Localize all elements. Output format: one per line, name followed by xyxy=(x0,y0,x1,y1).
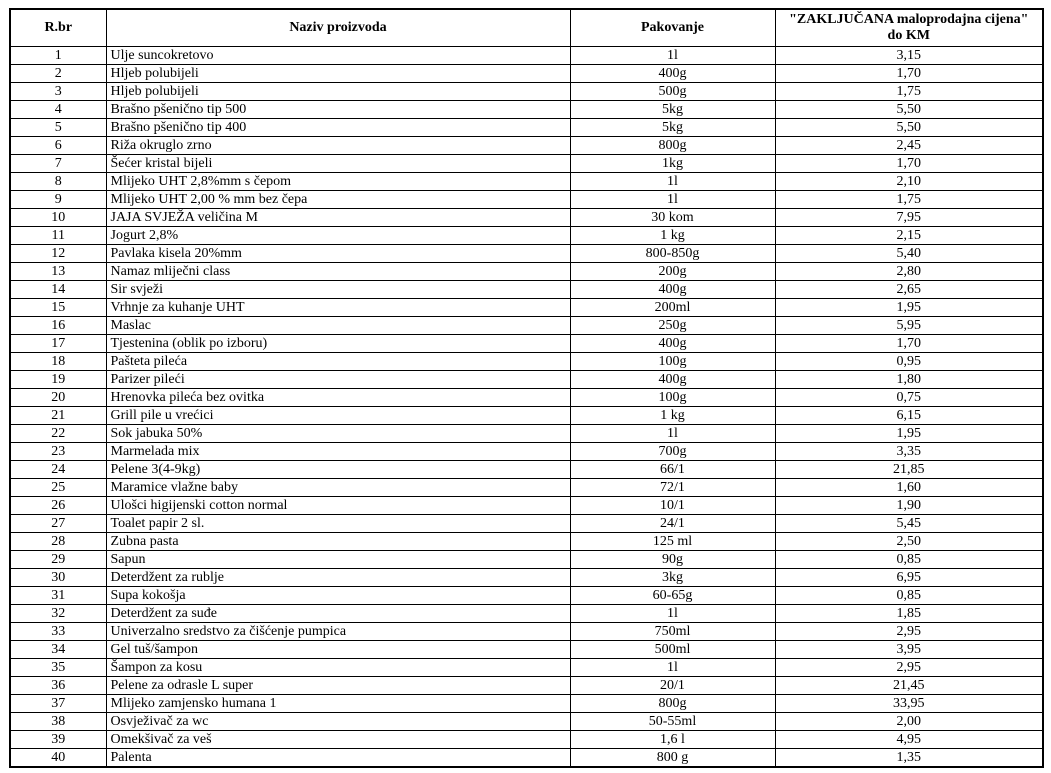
cell-pakovanje: 90g xyxy=(570,551,775,569)
cell-rbr: 28 xyxy=(10,533,106,551)
cell-naziv: Hljeb polubijeli xyxy=(106,83,570,101)
cell-cijena: 1,70 xyxy=(775,155,1043,173)
cell-rbr: 11 xyxy=(10,227,106,245)
cell-pakovanje: 30 kom xyxy=(570,209,775,227)
table-row xyxy=(10,497,1043,515)
cell-rbr: 26 xyxy=(10,497,106,515)
table-row xyxy=(10,749,1043,768)
cell-naziv: Ulje suncokretovo xyxy=(106,47,570,65)
cell-pakovanje: 1kg xyxy=(570,155,775,173)
cell-naziv: Brašno pšenično tip 400 xyxy=(106,119,570,137)
cell-rbr: 18 xyxy=(10,353,106,371)
cell-rbr: 35 xyxy=(10,659,106,677)
cell-cijena: 2,65 xyxy=(775,281,1043,299)
cell-pakovanje: 400g xyxy=(570,335,775,353)
cell-pakovanje: 800g xyxy=(570,695,775,713)
cell-cijena: 6,95 xyxy=(775,569,1043,587)
cell-naziv: Sir svježi xyxy=(106,281,570,299)
cell-rbr: 32 xyxy=(10,605,106,623)
cell-pakovanje: 100g xyxy=(570,389,775,407)
table-row xyxy=(10,281,1043,299)
cell-rbr: 9 xyxy=(10,191,106,209)
cell-naziv: JAJA SVJEŽA veličina M xyxy=(106,209,570,227)
cell-pakovanje: 400g xyxy=(570,371,775,389)
cell-rbr: 19 xyxy=(10,371,106,389)
table-row xyxy=(10,191,1043,209)
cell-naziv: Hrenovka pileća bez ovitka xyxy=(106,389,570,407)
cell-rbr: 20 xyxy=(10,389,106,407)
cell-cijena: 4,95 xyxy=(775,731,1043,749)
cell-cijena: 2,00 xyxy=(775,713,1043,731)
price-table xyxy=(9,8,1044,768)
cell-cijena: 1,70 xyxy=(775,335,1043,353)
table-row xyxy=(10,335,1043,353)
cell-naziv: Pelene za odrasle L super xyxy=(106,677,570,695)
cell-rbr: 37 xyxy=(10,695,106,713)
cell-cijena: 1,35 xyxy=(775,749,1043,768)
cell-pakovanje: 500g xyxy=(570,83,775,101)
cell-cijena: 0,75 xyxy=(775,389,1043,407)
cell-naziv: Omekšivač za veš xyxy=(106,731,570,749)
cell-naziv: Vrhnje za kuhanje UHT xyxy=(106,299,570,317)
table-row xyxy=(10,515,1043,533)
table-row xyxy=(10,227,1043,245)
table-row xyxy=(10,119,1043,137)
cell-cijena: 2,15 xyxy=(775,227,1043,245)
cell-rbr: 39 xyxy=(10,731,106,749)
cell-rbr: 8 xyxy=(10,173,106,191)
cell-rbr: 22 xyxy=(10,425,106,443)
table-row xyxy=(10,155,1043,173)
table-row xyxy=(10,443,1043,461)
cell-pakovanje: 10/1 xyxy=(570,497,775,515)
cell-pakovanje: 1l xyxy=(570,173,775,191)
cell-pakovanje: 72/1 xyxy=(570,479,775,497)
cell-pakovanje: 100g xyxy=(570,353,775,371)
cell-cijena: 5,50 xyxy=(775,119,1043,137)
table-row xyxy=(10,263,1043,281)
cell-naziv: Brašno pšenično tip 500 xyxy=(106,101,570,119)
cell-cijena: 5,95 xyxy=(775,317,1043,335)
cell-naziv: Palenta xyxy=(106,749,570,768)
cell-naziv: Parizer pileći xyxy=(106,371,570,389)
cell-cijena: 5,45 xyxy=(775,515,1043,533)
cell-pakovanje: 1l xyxy=(570,191,775,209)
cell-naziv: Univerzalno sredstvo za čišćenje pumpica xyxy=(106,623,570,641)
cell-naziv: Toalet papir 2 sl. xyxy=(106,515,570,533)
cell-cijena: 1,85 xyxy=(775,605,1043,623)
cell-rbr: 36 xyxy=(10,677,106,695)
cell-naziv: Mlijeko UHT 2,00 % mm bez čepa xyxy=(106,191,570,209)
cell-naziv: Gel tuš/šampon xyxy=(106,641,570,659)
cell-cijena: 1,60 xyxy=(775,479,1043,497)
cell-cijena: 1,95 xyxy=(775,299,1043,317)
cell-rbr: 33 xyxy=(10,623,106,641)
cell-pakovanje: 66/1 xyxy=(570,461,775,479)
cell-pakovanje: 1,6 l xyxy=(570,731,775,749)
cell-naziv: Ulošci higijenski cotton normal xyxy=(106,497,570,515)
cell-rbr: 38 xyxy=(10,713,106,731)
cell-cijena: 1,80 xyxy=(775,371,1043,389)
cell-cijena: 3,95 xyxy=(775,641,1043,659)
cell-pakovanje: 1l xyxy=(570,605,775,623)
cell-rbr: 31 xyxy=(10,587,106,605)
cell-naziv: Pelene 3(4-9kg) xyxy=(106,461,570,479)
cell-cijena: 1,75 xyxy=(775,83,1043,101)
cell-rbr: 29 xyxy=(10,551,106,569)
column-header-cijena-line1: "ZAKLJUČANA maloprodajna cijena" xyxy=(789,12,1029,27)
cell-rbr: 14 xyxy=(10,281,106,299)
table-row xyxy=(10,371,1043,389)
cell-naziv: Maramice vlažne baby xyxy=(106,479,570,497)
table-row xyxy=(10,209,1043,227)
cell-rbr: 15 xyxy=(10,299,106,317)
cell-cijena: 6,15 xyxy=(775,407,1043,425)
table-row xyxy=(10,659,1043,677)
table-row xyxy=(10,713,1043,731)
cell-pakovanje: 1 kg xyxy=(570,407,775,425)
table-row xyxy=(10,641,1043,659)
cell-cijena: 0,85 xyxy=(775,551,1043,569)
cell-pakovanje: 800-850g xyxy=(570,245,775,263)
cell-cijena: 3,15 xyxy=(775,47,1043,65)
cell-pakovanje: 800 g xyxy=(570,749,775,768)
cell-rbr: 24 xyxy=(10,461,106,479)
table-row xyxy=(10,317,1043,335)
table-row xyxy=(10,425,1043,443)
cell-pakovanje: 500ml xyxy=(570,641,775,659)
cell-rbr: 40 xyxy=(10,749,106,768)
cell-pakovanje: 250g xyxy=(570,317,775,335)
cell-cijena: 1,90 xyxy=(775,497,1043,515)
table-row xyxy=(10,479,1043,497)
column-header-pakovanje: Pakovanje xyxy=(570,9,775,47)
cell-pakovanje: 200ml xyxy=(570,299,775,317)
cell-cijena: 1,75 xyxy=(775,191,1043,209)
cell-pakovanje: 200g xyxy=(570,263,775,281)
cell-cijena: 3,35 xyxy=(775,443,1043,461)
cell-pakovanje: 60-65g xyxy=(570,587,775,605)
cell-rbr: 5 xyxy=(10,119,106,137)
cell-rbr: 27 xyxy=(10,515,106,533)
cell-rbr: 6 xyxy=(10,137,106,155)
cell-rbr: 23 xyxy=(10,443,106,461)
cell-pakovanje: 3kg xyxy=(570,569,775,587)
cell-cijena: 0,85 xyxy=(775,587,1043,605)
cell-cijena: 5,50 xyxy=(775,101,1043,119)
cell-cijena: 21,85 xyxy=(775,461,1043,479)
cell-naziv: Pašteta pileća xyxy=(106,353,570,371)
cell-pakovanje: 20/1 xyxy=(570,677,775,695)
table-row xyxy=(10,101,1043,119)
cell-rbr: 16 xyxy=(10,317,106,335)
cell-rbr: 2 xyxy=(10,65,106,83)
cell-naziv: Šećer kristal bijeli xyxy=(106,155,570,173)
table-row xyxy=(10,299,1043,317)
table-row xyxy=(10,551,1043,569)
cell-naziv: Maslac xyxy=(106,317,570,335)
cell-naziv: Šampon za kosu xyxy=(106,659,570,677)
cell-pakovanje: 750ml xyxy=(570,623,775,641)
cell-naziv: Sapun xyxy=(106,551,570,569)
cell-pakovanje: 400g xyxy=(570,281,775,299)
table-row xyxy=(10,65,1043,83)
table-row xyxy=(10,605,1043,623)
cell-pakovanje: 5kg xyxy=(570,101,775,119)
cell-pakovanje: 1l xyxy=(570,425,775,443)
cell-naziv: Deterdžent za suđe xyxy=(106,605,570,623)
cell-pakovanje: 1 kg xyxy=(570,227,775,245)
table-row xyxy=(10,533,1043,551)
cell-cijena: 1,95 xyxy=(775,425,1043,443)
table-row xyxy=(10,245,1043,263)
cell-rbr: 4 xyxy=(10,101,106,119)
cell-rbr: 13 xyxy=(10,263,106,281)
cell-pakovanje: 125 ml xyxy=(570,533,775,551)
cell-cijena: 5,40 xyxy=(775,245,1043,263)
column-header-naziv-proizvoda: Naziv proizvoda xyxy=(106,9,570,47)
cell-rbr: 7 xyxy=(10,155,106,173)
table-row xyxy=(10,695,1043,713)
cell-naziv: Mlijeko zamjensko humana 1 xyxy=(106,695,570,713)
cell-naziv: Zubna pasta xyxy=(106,533,570,551)
column-header-cijena xyxy=(775,9,1043,47)
cell-rbr: 3 xyxy=(10,83,106,101)
cell-pakovanje: 700g xyxy=(570,443,775,461)
table-row xyxy=(10,731,1043,749)
table-row xyxy=(10,461,1043,479)
cell-cijena: 2,10 xyxy=(775,173,1043,191)
cell-pakovanje: 24/1 xyxy=(570,515,775,533)
cell-pakovanje: 1l xyxy=(570,47,775,65)
cell-cijena: 2,45 xyxy=(775,137,1043,155)
cell-rbr: 17 xyxy=(10,335,106,353)
cell-pakovanje: 1l xyxy=(570,659,775,677)
cell-cijena: 1,70 xyxy=(775,65,1043,83)
column-header-cijena-line2: do KM xyxy=(887,28,930,43)
cell-rbr: 34 xyxy=(10,641,106,659)
cell-rbr: 12 xyxy=(10,245,106,263)
cell-rbr: 1 xyxy=(10,47,106,65)
cell-naziv: Supa kokošja xyxy=(106,587,570,605)
cell-cijena: 2,80 xyxy=(775,263,1043,281)
cell-naziv: Tjestenina (oblik po izboru) xyxy=(106,335,570,353)
cell-cijena: 2,95 xyxy=(775,623,1043,641)
table-body xyxy=(10,47,1043,768)
table-row xyxy=(10,623,1043,641)
table-row xyxy=(10,389,1043,407)
cell-cijena: 0,95 xyxy=(775,353,1043,371)
cell-pakovanje: 400g xyxy=(570,65,775,83)
cell-naziv: Jogurt 2,8% xyxy=(106,227,570,245)
cell-rbr: 10 xyxy=(10,209,106,227)
header-row xyxy=(10,9,1043,47)
cell-naziv: Deterdžent za rublje xyxy=(106,569,570,587)
cell-cijena: 21,45 xyxy=(775,677,1043,695)
cell-cijena: 2,50 xyxy=(775,533,1043,551)
cell-naziv: Mlijeko UHT 2,8%mm s čepom xyxy=(106,173,570,191)
table-row xyxy=(10,587,1043,605)
cell-cijena: 7,95 xyxy=(775,209,1043,227)
cell-naziv: Namaz mliječni class xyxy=(106,263,570,281)
table-row xyxy=(10,137,1043,155)
cell-cijena: 2,95 xyxy=(775,659,1043,677)
column-header-rbr: R.br xyxy=(10,9,106,47)
table-row xyxy=(10,173,1043,191)
cell-naziv: Riža okruglo zrno xyxy=(106,137,570,155)
table-row xyxy=(10,677,1043,695)
cell-naziv: Pavlaka kisela 20%mm xyxy=(106,245,570,263)
table-row xyxy=(10,83,1043,101)
cell-naziv: Osvježivač za wc xyxy=(106,713,570,731)
cell-pakovanje: 5kg xyxy=(570,119,775,137)
cell-pakovanje: 800g xyxy=(570,137,775,155)
cell-pakovanje: 50-55ml xyxy=(570,713,775,731)
cell-rbr: 30 xyxy=(10,569,106,587)
cell-naziv: Hljeb polubijeli xyxy=(106,65,570,83)
table-row xyxy=(10,569,1043,587)
table-row xyxy=(10,407,1043,425)
cell-rbr: 21 xyxy=(10,407,106,425)
table-row xyxy=(10,353,1043,371)
cell-naziv: Marmelada mix xyxy=(106,443,570,461)
cell-naziv: Sok jabuka 50% xyxy=(106,425,570,443)
table-row xyxy=(10,47,1043,65)
cell-rbr: 25 xyxy=(10,479,106,497)
cell-cijena: 33,95 xyxy=(775,695,1043,713)
cell-naziv: Grill pile u vrećici xyxy=(106,407,570,425)
